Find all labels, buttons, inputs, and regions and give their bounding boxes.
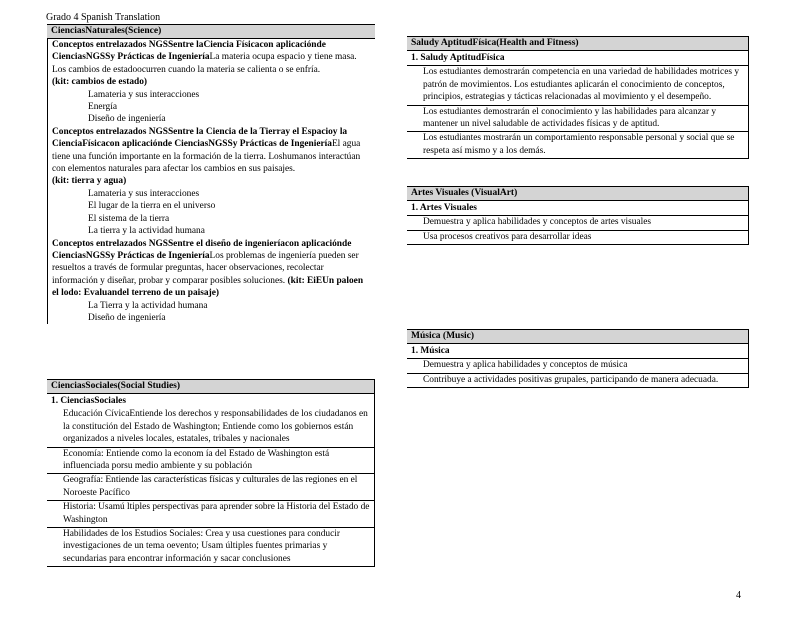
social-row: Educación CívicaEntiende los derechos y responsabilidades de los ciudadanos en la constitución del Estado de Washington; Entiende como los gobiernos están organizados a niveles locales, estatales, tribales y nacionales <box>47 408 374 447</box>
health-row: Los estudiantes demostrarán competencia en una variedad de habilidades motrices y patrón de movimientos. Los estudiantes aplicarán el conocimiento de conceptos, principios, estrategias y tácticas relacionadas al movimiento y el desempeño. <box>407 66 748 105</box>
social-row: Economía: Entiende como la econom ía del Estado de Washington está influenciada porsu medio ambiente y su población <box>47 448 374 475</box>
science-block-1-text: La materia ocupa espacio y tiene masa. Los cambios de estadoocurren cuando la materia se calienta o se enfría. <box>52 52 357 75</box>
music-row: Demuestra y aplica habilidades y conceptos de música <box>407 359 748 373</box>
science-block-1-list <box>48 89 375 126</box>
social-row: Habilidades de los Estudios Sociales: Crea y usa cuestiones para conducir investigaciones de un tema oevento; Usam últiples fuentes primarias y secundarias para encontrar información y sacar conclusiones <box>63 529 341 564</box>
science-block-1-lead: Conceptos entrelazados NGSSentre laCiencia Físicacon aplicaciónde CienciasNGSSy Prácticas de Ingeniería <box>52 40 326 63</box>
science-block-3-kit: (kit: EiEUn paloen el lodo: Evaluandel terreno de un paisaje) <box>52 275 364 299</box>
list-item: Lamateria y sus interacciones <box>88 89 200 100</box>
science-block-2-text: El agua tiene una función importante en la formación de la tierra. Loshumanos interactúan con elementos naturales para afectar los cambios en sus paisajes. <box>52 139 361 175</box>
science-block-3 <box>48 238 375 300</box>
arts-section <box>407 186 749 245</box>
music-title: Música (Music) <box>407 329 748 344</box>
science-block-3-text: Los problemas de ingeniería pueden ser resueltos a través de formular preguntas, hacer observaciones, recolectar información y diseñar, probar y comparar posibles soluciones. <box>52 250 359 286</box>
music-subtitle: 1. Música <box>407 344 748 359</box>
list-item: Lamateria y sus interacciones <box>88 188 200 199</box>
science-block-3-lead: Conceptos entrelazados NGSSentre el diseño de ingenieríacon aplicaciónde CienciasNGSSy Prácticas de Ingeniería <box>52 238 352 261</box>
science-block-2 <box>48 126 375 188</box>
list-item: La tierra y la actividad humana <box>88 226 205 237</box>
list-item: Diseño de ingeniería <box>88 312 166 323</box>
music-row: Contribuye a actividades positivas grupales, participando de manera adecuada. <box>423 374 719 385</box>
list-item: Diseño de ingeniería <box>88 114 166 125</box>
science-block-1-kit: (kit: cambios de estado) <box>52 77 148 88</box>
health-section <box>407 36 749 159</box>
list-item: La Tierra y la actividad humana <box>88 300 208 311</box>
music-section <box>407 329 749 388</box>
arts-row: Demuestra y aplica habilidades y conceptos de artes visuales <box>407 216 748 230</box>
document-header: Grado 4 Spanish Translation <box>46 12 161 23</box>
health-subtitle: 1. Saludy AptitudFísica <box>407 51 748 66</box>
arts-title: Artes Visuales (VisualArt) <box>407 186 748 201</box>
health-row: Los estudiantes demostrarán el conocimiento y las habilidades para alcanzar y mantener un nivel saludable de actividades físicas y de aptitud. <box>407 106 748 133</box>
list-item: Energía <box>88 102 117 113</box>
social-title: CienciasSociales(Social Studies) <box>47 379 374 394</box>
science-title: CienciasNaturales(Science) <box>47 24 375 39</box>
social-subtitle: 1. CienciasSociales <box>51 396 126 406</box>
social-studies-section <box>47 379 375 567</box>
science-section <box>47 24 375 324</box>
science-block-1 <box>48 39 375 89</box>
health-title: Saludy AptitudFísica(Health and Fitness) <box>407 36 748 51</box>
health-row: Los estudiantes mostrarán un comportamiento responsable personal y social que se respeta así mismo y a los demás. <box>423 133 735 156</box>
science-block-2-kit: (kit: tierra y agua) <box>52 176 127 187</box>
science-block-2-list <box>48 188 375 238</box>
list-item: El sistema de la tierra <box>88 213 170 224</box>
arts-subtitle: 1. Artes Visuales <box>407 201 748 216</box>
science-block-2-lead: Conceptos entrelazados NGSSentre la Ciencia de la Tierray el Espacioy la CienciaFísicacon aplicaciónde CienciasNGSSy Prácticas de Ingeniería <box>52 126 348 150</box>
list-item: El lugar de la tierra en el universo <box>88 201 216 212</box>
social-row: Historia: Usamú ltiples perspectivas para aprender sobre la Historia del Estado de Washington <box>47 501 374 528</box>
page-number: 4 <box>736 590 741 601</box>
arts-row: Usa procesos creativos para desarrollar ideas <box>423 231 592 242</box>
social-row: Geografía: Entiende las características físicas y culturales de las regiones en el Noroeste Pacífico <box>47 474 374 501</box>
science-block-3-list <box>48 300 375 325</box>
